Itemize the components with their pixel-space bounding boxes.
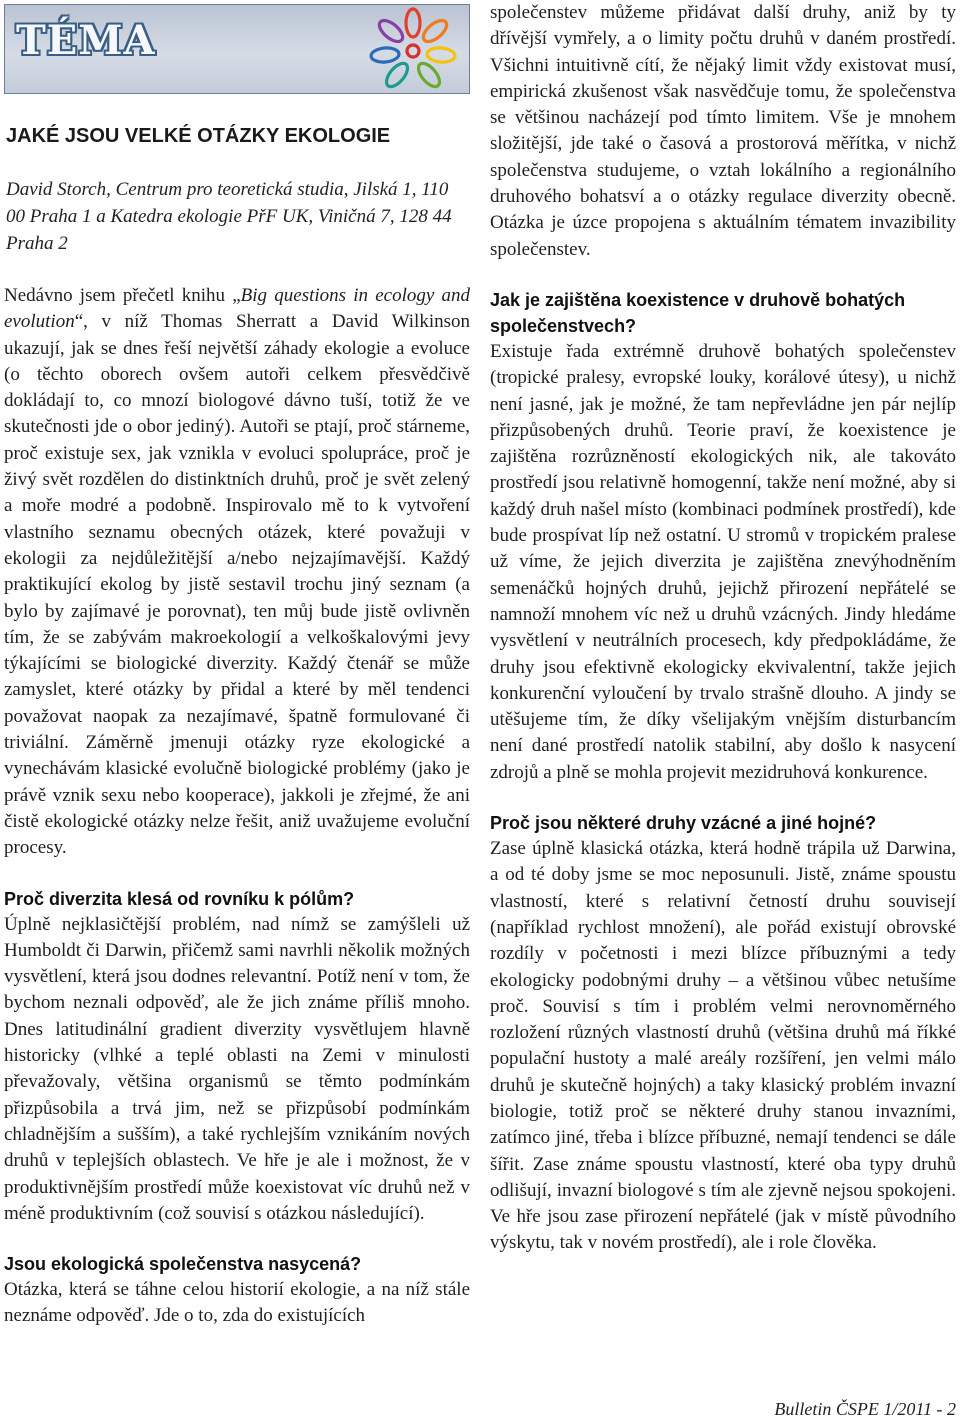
book-title: Big questions in ecology and evolution <box>4 285 470 333</box>
intro-after: “, v níž Thomas Sherratt a David Wilkinson ukazují, jak se dnes řeší největší záhady ekologie a evoluce (o těchto oborech ovšem autoři celkem přesvědčivě dokládají to, co mnozí biologové dávno tuší, totiž že ve skutečnosti jde o obor jediný). Autoři se ptají, proč stárneme, proč existuje sex, jak vznikla v evoluci spolupráce, proč je živý svět rozdělen do distinktních druhů, proč je svět zelený a moře modré a podobně. Inspirovalo mě to k vytvoření vlastního seznamu obecných otázek, které považuji v ekologii za nejdůležitější a/nebo nejzajímavější. Každý praktikující ekolog by jistě sestavil trochu jiný seznam (a bylo by zajímavé je porovnat), ten můj bude jistě ovlivněn tím, že se zabývám makroekologií a velkoškalovými jevy týkajícími se biologické diverzity. Každý čtenář se může zamyslet, které otázky by přidal a které by měl tendenci považovat naopak za nezajímavé, špatně formulované či triviální. Záměrně jmenuji otázky ryze ekologické a vynechávám klasické evolučně biologické problémy (jako je právě vznik sexu nebo kooperace), jakkoli je zřejmé, že ani čistě ekologické otázky nelze řešit, aniž uvažujeme evoluční procesy. <box>4 311 470 859</box>
intro-before: Nedávno jsem přečetl knihu „ <box>4 285 241 306</box>
author-affiliation: David Storch, Centrum pro teoretická studia, Jilská 1, 110 00 Praha 1 a Katedra ekologie PřF UK, Viničná 7, 128 44 Praha 2 <box>6 179 452 254</box>
flower-logo-icon <box>363 7 463 91</box>
banner-title: TÉMA <box>16 17 156 64</box>
section-banner <box>4 4 470 94</box>
intro-paragraph <box>4 283 470 862</box>
section-text-rarity: Zase úplně klasická otázka, která hodně trápila už Darwina, a od té doby jsme se moc neposunuli. Jistě, známe spoustu vlastností, které s relativní četností druhu souvisejí (například rychlost množení), ale pořád existují obrovské rozdíly v početnosti i mezi blízce příbuznými a tedy ekologicky podobnými druhy – a většinou vůbec netušíme proč. Souvisí s tím i problém velmi nerovnoměrného rozložení různých vlastností druhů (většina druhů má říkké populační hustoty a malé areály rozšíření, jen velmi málo druhů je skutečně hojných) a taky klasický problém invazní biologie, totiž proč se některé druhy stanou invazními, zatímco jiné, třeba i blízce příbuzné, nemají tendenci se dále šířit. Zase známe spoustu vlastností, které oba typy druhů odlišují, invazní biologové s tím ale zjevně nejsou spokojeni. Ve hře jsou zase přirození nepřátelé (jak v místě původního výskytu, tak v novém prostředí), ale i role člověka. <box>490 838 956 1254</box>
section-heading-saturation: Jsou ekologická společenstva nasycená? <box>4 1254 362 1275</box>
article-title: JAKÉ JSOU VELKÉ OTÁZKY EKOLOGIE <box>6 125 391 147</box>
bulletin-footer: Bulletin ČSPE 1/2011 - 2 <box>774 1399 956 1419</box>
section-text-coexistence: Existuje řada extrémně druhově bohatých společenstev (tropické pralesy, evropské louky, korálové útesy), u nichž není jasné, jak je možné, že tam nepřevládne jen pár nejlíp přizpůsobených druhů. Teorie praví, že koexistence je zajištěna rozrůzněností ekologických nik, ale takováto prostředí jsou relativně homogenní, takže není možné, aby si každý druh našel místo (kombinaci podmínek prostředí), kde bude prospívat líp než ostatní. U stromů v tropickém pralese už víme, že jejich diverzita je zajištěna znevýhodněním semenáčků hojných druhů, jejichž přirození nepřátelé se namnoží mnohem víc než u druhů vzácných. Jindy hledáme vysvětlení v neutrálních procesech, kdy předpokládáme, že druhy jsou efektivně ekologicky ekvivalentní, takže jejich konkurenční vyloučení by trvalo strašně dlouho. A jindy se utěšujeme tím, že díky všelijakým vnějším disturbancím není dané prostředí natolik stabilní, aby došlo k nasycení zdrojů a plně se mohla projevit mezidruhová konkurence. <box>490 340 956 783</box>
section-text-saturation: Otázka, která se táhne celou historií ekologie, a na níž stále neznáme odpověď. Jde o to, zda do existujících <box>4 1279 470 1327</box>
section-heading-rarity: Proč jsou některé druhy vzácné a jiné hojné? <box>490 813 877 834</box>
section-heading-coexistence: Jak je zajištěna koexistence v druhově bohatých společenstvech? <box>490 289 906 336</box>
section-heading-diversity-gradient: Proč diverzita klesá od rovníku k pólům? <box>4 888 355 909</box>
section-text-diversity-gradient: Úplně nejklasičtější problém, nad nímž se zamýšleli už Humboldt či Darwin, přičemž sami navrhli několik možných vysvětlení, která jsou dodnes relevantní. Potíž není v tom, že bychom neznali odpověď, ale že jich známe příliš mnoho. Dnes latitudinální gradient diverzity vysvětlujem hlavně historicky (vlhké a teplé oblasti na Zemi v minulosti převažovaly, většina organismů se těmto podmínkám přizpůsobila a trvá jim, než se přizpůsobí podmínkám chladnějším a sušším), a také rychlejším vznikáním nových druhů v teplejších oblastech. Ve hře je ale i možnost, že v produktivnějším prostředí může koexistovat víc druhů než v méně produktivním (což souvisí s otázkou následující). <box>4 913 470 1224</box>
left-column <box>4 0 470 1330</box>
continuation-paragraph: společenstev můžeme přidávat další druhy, aniž by ty dřívější vymřely, a o limity počtu druhů v daném prostředí. Všichni intuitivně cítí, že nějaký limit vždy existovat musí, empirická zkušenost však nasvědčuje tomu, že společenstva se většinou nacházejí pod tímto limitem. Vše je mnohem složitější, jde také o časová a prostorová měřítka, v nichž společenstva studujeme, o vztah lokálního a regionálního druhového bohatsví a o otázky regulace diverzity obecně. Otázka je úzce propojena s aktuálním tématem invazibility společenstev. <box>490 2 956 260</box>
right-column <box>490 0 956 1257</box>
